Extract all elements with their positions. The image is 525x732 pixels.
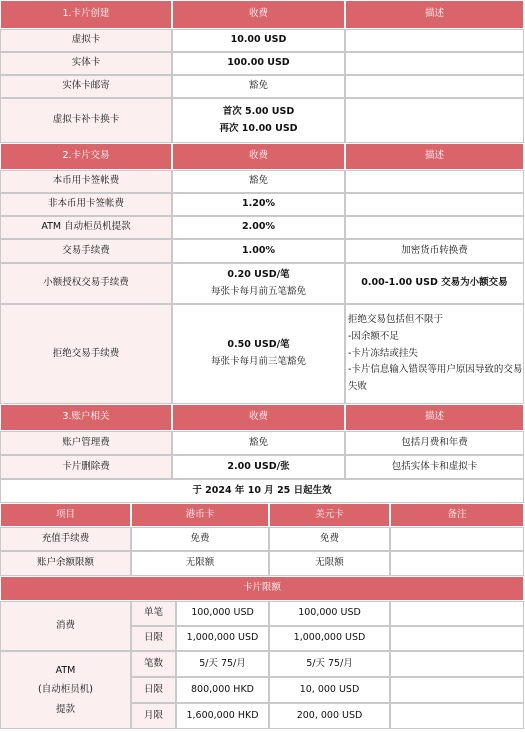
row-item: 非本币用卡签帐费 [0,193,172,216]
row-fee: 2.00 USD/张 [172,455,345,479]
limit-remark [390,677,524,703]
row-desc: 包括实体卡和虚拟卡 [345,455,524,479]
row-item: 拒绝交易手续费 [0,304,172,404]
row-item: 小额授权交易手续费 [0,263,172,304]
fee-line: 每张卡每月前五笔豁免 [210,285,306,297]
row-desc: 加密货币转换费 [345,239,524,263]
row-fee [172,304,345,404]
row-desc [345,98,524,143]
desc-line: 拒绝交易包括但不限于 [348,314,444,326]
limit-remark [390,626,524,651]
table2-header-remark: 备注 [390,503,524,527]
row-item: 充值手续费 [0,527,131,551]
row-desc [345,193,524,216]
limit-remark [390,651,524,677]
row-desc [345,304,524,404]
row-fee: 豁免 [172,75,345,98]
row-fee: 豁免 [172,431,345,455]
row-hkd: 无限额 [131,551,269,576]
desc-line: -卡片信息输入错误等用户原因导致的交易失败 [348,364,523,392]
row-fee: 1.20% [172,193,345,216]
section-2-fee-header: 收费 [172,143,345,170]
row-item: ATM 自动柜员机提款 [0,216,172,239]
row-usd: 免费 [269,527,390,551]
row-desc: 包括月费和年费 [345,431,524,455]
row-fee: 1.00% [172,239,345,263]
row-fee: 2.00% [172,216,345,239]
section-2-desc-header: 描述 [345,143,524,170]
table2-header-usd: 美元卡 [269,503,390,527]
limit-usd-value: 200, 000 USD [269,703,390,729]
row-remark [390,527,524,551]
limit-usd-value: 1,000,000 USD [269,626,390,651]
limit-remark [390,601,524,626]
row-fee: 100.00 USD [172,52,345,75]
limit-usd-value: 10, 000 USD [269,677,390,703]
limit-sub-label: 日限 [131,677,176,703]
section-2-title: 2.卡片交易 [0,143,172,170]
limit-hkd-value: 100,000 USD [176,601,269,626]
limit-hkd-value: 5/天 75/月 [176,651,269,677]
row-desc: 0.00-1.00 USD 交易为小额交易 [345,263,524,304]
row-item: 实体卡 [0,52,172,75]
table2-header-item: 项目 [0,503,131,527]
limit-sub-label: 单笔 [131,601,176,626]
section-3-fee-header: 收费 [172,404,345,431]
row-fee [172,98,345,143]
section-3-title: 3.账户相关 [0,404,172,431]
effective-date-notice: 于 2024 年 10 月 25 日起生效 [0,479,524,503]
row-desc [345,170,524,193]
fee-line: 0.50 USD/笔 [227,339,290,351]
limit-usd-value: 5/天 75/月 [269,651,390,677]
row-desc [345,75,524,98]
desc-line: -因余额不足 [348,331,399,343]
limit-sub-label: 日限 [131,626,176,651]
row-desc [345,29,524,52]
row-item: 虚拟卡 [0,29,172,52]
atm-label-line: (自动柜员机) [38,684,93,696]
card-limits-title: 卡片限额 [0,576,524,601]
section-1-title: 1.卡片创建 [0,0,172,29]
fee-line: 每张卡每月前三笔豁免 [210,356,306,367]
fee-line: 0.20 USD/笔 [227,268,290,280]
row-item: 交易手续费 [0,239,172,263]
table2-header-hkd: 港币卡 [131,503,269,527]
row-fee: 豁免 [172,170,345,193]
limit-category-atm [0,651,131,729]
limit-usd-value: 100,000 USD [269,601,390,626]
limit-category-consume: 消费 [0,601,131,651]
fee-line: 首次 5.00 USD [222,105,295,117]
row-item: 本币用卡签帐费 [0,170,172,193]
atm-label-line: 提款 [55,703,75,715]
limit-hkd-value: 1,600,000 HKD [176,703,269,729]
row-fee [172,263,345,304]
limit-sub-label: 笔数 [131,651,176,677]
row-item: 卡片删除费 [0,455,172,479]
row-desc [345,216,524,239]
limit-hkd-value: 800,000 HKD [176,677,269,703]
section-3-desc-header: 描述 [345,404,524,431]
section-1-desc-header: 描述 [345,0,524,29]
row-item: 账户管理费 [0,431,172,455]
limit-hkd-value: 1,000,000 USD [176,626,269,651]
limit-remark [390,703,524,729]
row-item: 实体卡邮寄 [0,75,172,98]
row-hkd: 免费 [131,527,269,551]
desc-line: -卡片冻结或挂失 [348,347,418,359]
row-usd: 无限额 [269,551,390,576]
atm-label-line: ATM [55,665,76,677]
limit-sub-label: 月限 [131,703,176,729]
row-fee: 10.00 USD [172,29,345,52]
row-item: 账户余额限额 [0,551,131,576]
row-remark [390,551,524,576]
row-item: 虚拟卡补卡换卡 [0,98,172,143]
section-1-fee-header: 收费 [172,0,345,29]
row-desc [345,52,524,75]
fee-line: 再次 10.00 USD [219,122,298,134]
